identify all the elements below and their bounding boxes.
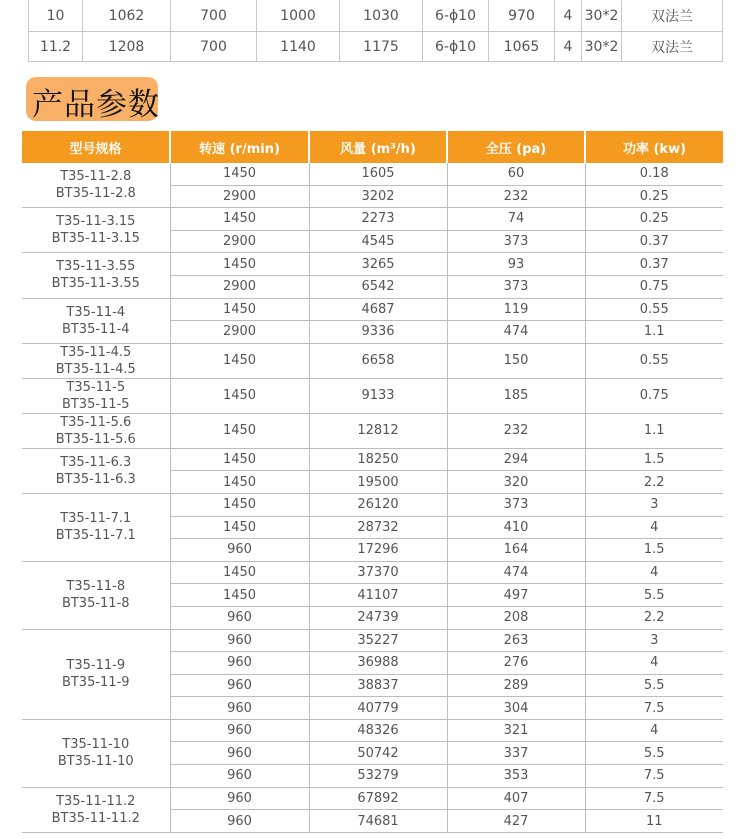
table-row — [22, 719, 723, 742]
airflow-cell: 40779 — [309, 697, 447, 720]
dimension-cell: 1000 — [257, 0, 340, 32]
pressure-cell: 304 — [447, 697, 585, 720]
pressure-cell: 427 — [447, 810, 585, 833]
pressure-cell: 185 — [447, 378, 585, 413]
dimension-cell: 11.2 — [29, 32, 83, 62]
airflow-cell: 74681 — [309, 810, 447, 833]
model-cell — [22, 719, 170, 787]
model-cell — [22, 561, 170, 629]
speed-cell: 960 — [170, 742, 309, 765]
power-cell: 5.5 — [585, 742, 723, 765]
power-cell: 0.25 — [585, 208, 723, 231]
dimension-table — [28, 0, 723, 62]
dimension-cell: 1062 — [83, 0, 171, 32]
dimension-cell: 1208 — [83, 32, 171, 62]
dimension-cell: 4 — [555, 0, 582, 32]
airflow-cell: 9133 — [309, 378, 447, 413]
speed-cell: 960 — [170, 539, 309, 562]
model-name-alt: BT35-11-4.5 — [55, 361, 136, 377]
pressure-cell: 232 — [447, 413, 585, 448]
model-name: T35-11-4.5 — [60, 344, 132, 360]
model-name-alt: BT35-11-9 — [61, 675, 130, 691]
model-name: T35-11-4 — [66, 304, 126, 320]
speed-cell: 960 — [170, 652, 309, 675]
pressure-cell: 410 — [447, 516, 585, 539]
speed-cell: 1450 — [170, 561, 309, 584]
table-row — [22, 629, 723, 652]
airflow-cell: 4687 — [309, 298, 447, 321]
power-cell: 2.2 — [585, 606, 723, 629]
power-cell: 0.18 — [585, 163, 723, 185]
power-cell: 2.2 — [585, 471, 723, 494]
speed-cell: 960 — [170, 697, 309, 720]
power-cell: 4 — [585, 516, 723, 539]
power-cell: 1.5 — [585, 539, 723, 562]
speed-cell: 1450 — [170, 584, 309, 607]
speed-cell: 1450 — [170, 208, 309, 231]
airflow-cell: 35227 — [309, 629, 447, 652]
airflow-cell: 48326 — [309, 719, 447, 742]
model-name-alt: BT35-11-7.1 — [55, 528, 136, 544]
speed-cell: 2900 — [170, 185, 309, 208]
airflow-cell: 9336 — [309, 321, 447, 344]
power-cell: 7.5 — [585, 697, 723, 720]
pressure-cell: 150 — [447, 343, 585, 378]
pressure-cell: 474 — [447, 561, 585, 584]
table-row — [22, 787, 723, 810]
section-title: 产品参数 — [32, 87, 160, 123]
table-row — [22, 163, 723, 185]
airflow-cell: 3202 — [309, 185, 447, 208]
pressure-cell: 353 — [447, 765, 585, 788]
model-name-alt: BT35-11-8 — [61, 596, 130, 612]
model-cell — [22, 163, 170, 208]
dimension-cell: 1065 — [489, 32, 555, 62]
dimension-cell: 1030 — [340, 0, 423, 32]
model-name-alt: BT35-11-5 — [61, 396, 130, 412]
airflow-cell: 17296 — [309, 539, 447, 562]
airflow-cell: 24739 — [309, 606, 447, 629]
model-name-alt: BT35-11-3.15 — [51, 231, 140, 247]
pressure-cell: 74 — [447, 208, 585, 231]
pressure-cell: 321 — [447, 719, 585, 742]
section-title-badge — [26, 77, 158, 121]
model-name-alt: BT35-11-4 — [61, 321, 130, 337]
model-name-alt: BT35-11-11.2 — [51, 810, 140, 826]
header-pressure: 全压 (pa) — [447, 131, 585, 163]
airflow-cell: 2273 — [309, 208, 447, 231]
power-cell: 5.5 — [585, 584, 723, 607]
speed-cell: 960 — [170, 787, 309, 810]
table-header-row — [22, 131, 723, 163]
pressure-cell: 164 — [447, 539, 585, 562]
airflow-cell: 18250 — [309, 448, 447, 471]
dimension-row — [29, 0, 723, 32]
pressure-cell: 276 — [447, 652, 585, 675]
model-cell — [22, 378, 170, 413]
model-cell — [22, 208, 170, 253]
table-row — [22, 298, 723, 321]
pressure-cell: 60 — [447, 163, 585, 185]
model-name-alt: BT35-11-6.3 — [55, 471, 136, 487]
airflow-cell: 19500 — [309, 471, 447, 494]
speed-cell: 1450 — [170, 298, 309, 321]
model-name-alt: BT35-11-10 — [57, 754, 134, 770]
model-name: T35-11-7.1 — [60, 511, 132, 527]
power-cell: 0.37 — [585, 230, 723, 253]
airflow-cell: 36988 — [309, 652, 447, 675]
power-cell: 1.1 — [585, 413, 723, 448]
header-power: 功率 (kw) — [585, 131, 723, 163]
power-cell: 0.55 — [585, 343, 723, 378]
airflow-cell: 26120 — [309, 493, 447, 516]
model-name: T35-11-2.8 — [60, 169, 132, 185]
header-model: 型号规格 — [22, 131, 170, 163]
model-name: T35-11-8 — [66, 579, 126, 595]
airflow-cell: 37370 — [309, 561, 447, 584]
pressure-cell: 320 — [447, 471, 585, 494]
speed-cell: 1450 — [170, 516, 309, 539]
power-cell: 0.75 — [585, 378, 723, 413]
airflow-cell: 53279 — [309, 765, 447, 788]
speed-cell: 1450 — [170, 378, 309, 413]
speed-cell: 1450 — [170, 448, 309, 471]
model-name: T35-11-5.6 — [60, 414, 132, 430]
pressure-cell: 407 — [447, 787, 585, 810]
pressure-cell: 294 — [447, 448, 585, 471]
dimension-cell: 30*2 — [582, 0, 622, 32]
table-row — [22, 448, 723, 471]
airflow-cell: 12812 — [309, 413, 447, 448]
speed-cell: 2900 — [170, 275, 309, 298]
header-speed: 转速 (r/min) — [170, 131, 309, 163]
model-name: T35-11-6.3 — [60, 454, 132, 470]
model-cell — [22, 343, 170, 378]
power-cell: 1.5 — [585, 448, 723, 471]
dimension-cell: 700 — [171, 32, 257, 62]
dimension-cell: 700 — [171, 0, 257, 32]
dimension-cell: 4 — [555, 32, 582, 62]
airflow-cell: 4545 — [309, 230, 447, 253]
speed-cell: 960 — [170, 674, 309, 697]
product-parameter-table — [22, 131, 723, 833]
model-name-alt: BT35-11-2.8 — [55, 186, 136, 202]
power-cell: 3 — [585, 493, 723, 516]
power-cell: 0.25 — [585, 185, 723, 208]
model-cell — [22, 253, 170, 298]
airflow-cell: 6658 — [309, 343, 447, 378]
dimension-cell: 1140 — [257, 32, 340, 62]
power-cell: 7.5 — [585, 787, 723, 810]
power-cell: 4 — [585, 561, 723, 584]
dimension-cell: 1175 — [340, 32, 423, 62]
speed-cell: 960 — [170, 606, 309, 629]
table-row — [22, 378, 723, 413]
model-cell — [22, 787, 170, 832]
speed-cell: 2900 — [170, 321, 309, 344]
dimension-cell: 970 — [489, 0, 555, 32]
speed-cell: 1450 — [170, 471, 309, 494]
speed-cell: 1450 — [170, 493, 309, 516]
airflow-cell: 6542 — [309, 275, 447, 298]
pressure-cell: 373 — [447, 230, 585, 253]
table-row — [22, 561, 723, 584]
pressure-cell: 93 — [447, 253, 585, 276]
airflow-cell: 50742 — [309, 742, 447, 765]
power-cell: 5.5 — [585, 674, 723, 697]
model-cell — [22, 493, 170, 561]
dimension-cell: 6-ϕ10 — [423, 32, 489, 62]
table-row — [22, 253, 723, 276]
header-airflow: 风量 (m³/h) — [309, 131, 447, 163]
speed-cell: 960 — [170, 719, 309, 742]
pressure-cell: 289 — [447, 674, 585, 697]
speed-cell: 1450 — [170, 413, 309, 448]
power-cell: 7.5 — [585, 765, 723, 788]
model-cell — [22, 298, 170, 343]
model-cell — [22, 629, 170, 719]
model-name: T35-11-3.15 — [56, 214, 136, 230]
pressure-cell: 373 — [447, 275, 585, 298]
model-cell — [22, 448, 170, 493]
power-cell: 0.55 — [585, 298, 723, 321]
speed-cell: 960 — [170, 810, 309, 833]
table-row — [22, 493, 723, 516]
model-name: T35-11-9 — [66, 658, 126, 674]
pressure-cell: 474 — [447, 321, 585, 344]
pressure-cell: 263 — [447, 629, 585, 652]
pressure-cell: 232 — [447, 185, 585, 208]
dimension-cell: 30*2 — [582, 32, 622, 62]
pressure-cell: 208 — [447, 606, 585, 629]
dimension-cell: 10 — [29, 0, 83, 32]
power-cell: 4 — [585, 719, 723, 742]
speed-cell: 2900 — [170, 230, 309, 253]
table-row — [22, 343, 723, 378]
airflow-cell: 3265 — [309, 253, 447, 276]
dimension-row — [29, 32, 723, 62]
table-row — [22, 413, 723, 448]
pressure-cell: 337 — [447, 742, 585, 765]
power-cell: 0.75 — [585, 275, 723, 298]
airflow-cell: 1605 — [309, 163, 447, 185]
speed-cell: 1450 — [170, 253, 309, 276]
model-name-alt: BT35-11-5.6 — [55, 431, 136, 447]
pressure-cell: 119 — [447, 298, 585, 321]
model-name: T35-11-3.55 — [56, 259, 136, 275]
speed-cell: 960 — [170, 629, 309, 652]
power-cell: 3 — [585, 629, 723, 652]
model-name: T35-11-10 — [62, 737, 130, 753]
table-row — [22, 208, 723, 231]
model-name-alt: BT35-11-3.55 — [51, 276, 140, 292]
speed-cell: 960 — [170, 765, 309, 788]
power-cell: 4 — [585, 652, 723, 675]
model-name: T35-11-11.2 — [56, 793, 136, 809]
airflow-cell: 67892 — [309, 787, 447, 810]
dimension-cell: 6-ϕ10 — [423, 0, 489, 32]
pressure-cell: 373 — [447, 493, 585, 516]
airflow-cell: 38837 — [309, 674, 447, 697]
power-cell: 1.1 — [585, 321, 723, 344]
speed-cell: 1450 — [170, 343, 309, 378]
model-cell — [22, 413, 170, 448]
speed-cell: 1450 — [170, 163, 309, 185]
dimension-cell: 双法兰 — [622, 32, 723, 62]
power-cell: 11 — [585, 810, 723, 833]
dimension-cell: 双法兰 — [622, 0, 723, 32]
airflow-cell: 41107 — [309, 584, 447, 607]
airflow-cell: 28732 — [309, 516, 447, 539]
model-name: T35-11-5 — [66, 379, 126, 395]
power-cell: 0.37 — [585, 253, 723, 276]
pressure-cell: 497 — [447, 584, 585, 607]
